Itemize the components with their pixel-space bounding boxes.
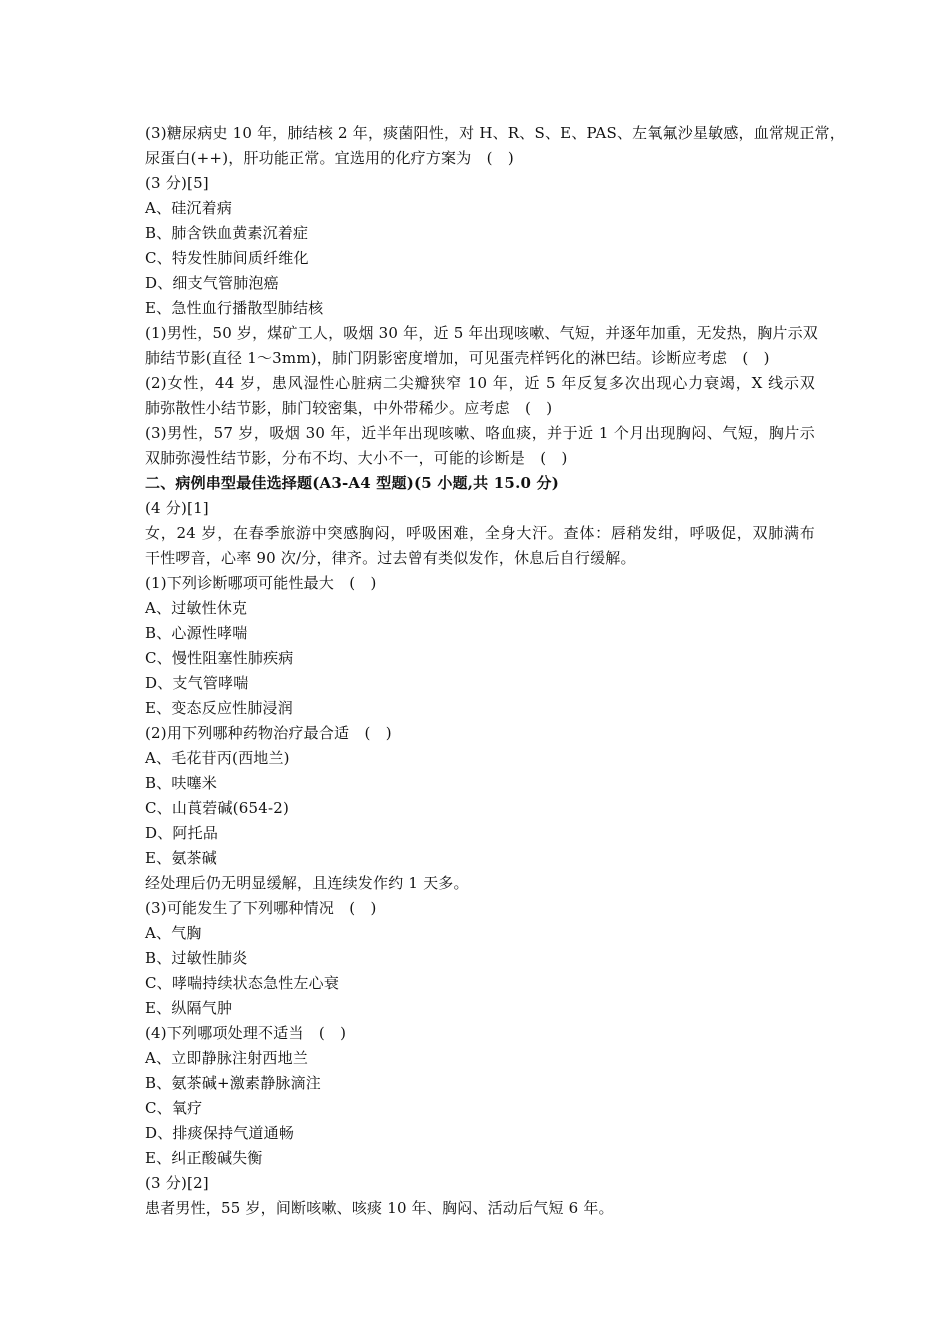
text-line: 双肺弥漫性结节影，分布不均、大小不一，可能的诊断是 ( ) <box>145 449 568 467</box>
text-line: (3 分)[5] <box>145 174 209 192</box>
text-line: D、支气管哮喘 <box>145 674 249 692</box>
text-line: 肺弥散性小结节影，肺门较密集，中外带稀少。应考虑 ( ) <box>145 399 553 417</box>
text-line: E、纠正酸碱失衡 <box>145 1149 263 1167</box>
text-line: (4 分)[1] <box>145 499 209 517</box>
text-line: C、慢性阻塞性肺疾病 <box>145 649 294 667</box>
text-line: (3)糖尿病史 10 年，肺结核 2 年，痰菌阳性，对 H、R、S、E、PAS、左氧氟沙星敏感，血常规正常， <box>145 124 845 142</box>
section-heading: 二、病例串型最佳选择题(A3-A4 型题)(5 小题,共 15.0 分) <box>145 474 560 492</box>
text-line: E、急性血行播散型肺结核 <box>145 299 324 317</box>
text-line: (2)用下列哪种药物治疗最合适 ( ) <box>145 724 392 742</box>
text-line: (1)下列诊断哪项可能性最大 ( ) <box>145 574 377 592</box>
text-line: B、呋噻米 <box>145 774 218 792</box>
text-line: B、氨茶碱+激素静脉滴注 <box>145 1074 321 1092</box>
text-line: A、立即静脉注射西地兰 <box>145 1049 309 1067</box>
text-line: 肺结节影(直径 1～3mm)，肺门阴影密度增加，可见蛋壳样钙化的淋巴结。诊断应考虑 ( ) <box>145 349 770 367</box>
text-line: B、过敏性肺炎 <box>145 949 248 967</box>
text-line: (1)男性，50 岁，煤矿工人，吸烟 30 年，近 5 年出现咳嗽、气短，并逐年加重，无发热，胸片示双 <box>145 324 819 342</box>
text-line: E、变态反应性肺浸润 <box>145 699 293 717</box>
text-line: 干性啰音，心率 90 次/分，律齐。过去曾有类似发作，休息后自行缓解。 <box>145 549 636 567</box>
text-line: C、哮喘持续状态急性左心衰 <box>145 974 340 992</box>
text-line: B、肺含铁血黄素沉着症 <box>145 224 309 242</box>
text-line: E、纵隔气肿 <box>145 999 233 1017</box>
text-line: 患者男性，55 岁，间断咳嗽、咳痰 10 年、胸闷、活动后气短 6 年。 <box>145 1199 614 1217</box>
text-line: 尿蛋白(++)，肝功能正常。宜选用的化疗方案为 ( ) <box>145 149 514 167</box>
text-line: D、阿托品 <box>145 824 219 842</box>
text-line: D、细支气管肺泡癌 <box>145 274 279 292</box>
text-line: B、心源性哮喘 <box>145 624 248 642</box>
text-line: A、过敏性休克 <box>145 599 248 617</box>
text-line: D、排痰保持气道通畅 <box>145 1124 295 1142</box>
text-line: A、硅沉着病 <box>145 199 233 217</box>
text-line: (3 分)[2] <box>145 1174 209 1192</box>
text-line: 经处理后仍无明显缓解，且连续发作约 1 天多。 <box>145 874 469 892</box>
text-line: (2)女性，44 岁，患风湿性心脏病二尖瓣狭窄 10 年，近 5 年反复多次出现心力衰竭，X 线示双 <box>145 374 815 392</box>
text-line: (3)男性，57 岁，吸烟 30 年，近半年出现咳嗽、咯血痰，并于近 1 个月出现胸闷、气短，胸片示 <box>145 424 815 442</box>
text-line: C、特发性肺间质纤维化 <box>145 249 309 267</box>
text-line: A、毛花苷丙(西地兰) <box>145 749 290 767</box>
text-line: A、气胸 <box>145 924 202 942</box>
document-page <box>145 121 845 1221</box>
text-line: C、山莨菪碱(654-2) <box>145 799 290 817</box>
text-line: 女，24 岁，在春季旅游中突感胸闷，呼吸困难，全身大汗。查体：唇稍发绀，呼吸促，双肺满布 <box>145 524 815 542</box>
text-line: E、氨茶碱 <box>145 849 217 867</box>
text-line: (4)下列哪项处理不适当 ( ) <box>145 1024 347 1042</box>
text-line: C、氧疗 <box>145 1099 203 1117</box>
text-line: (3)可能发生了下列哪种情况 ( ) <box>145 899 377 917</box>
